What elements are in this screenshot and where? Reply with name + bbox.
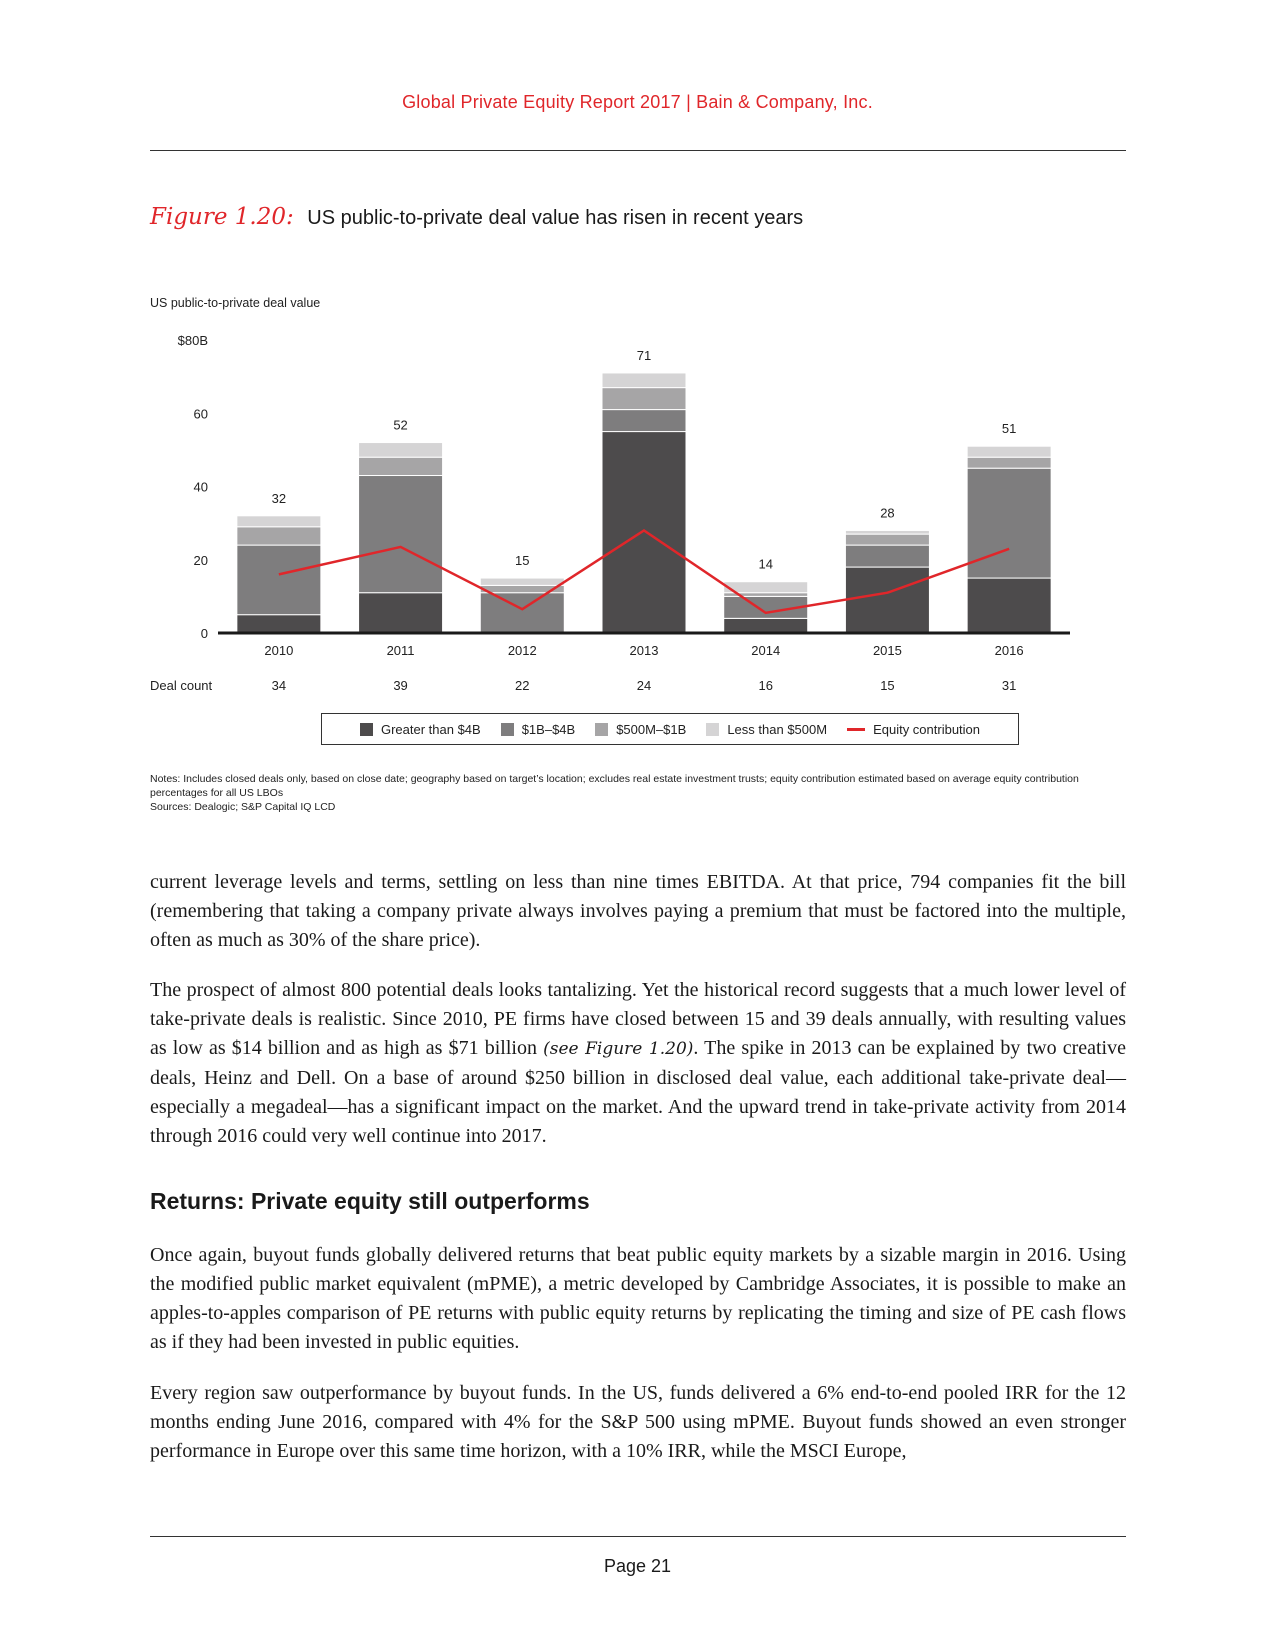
bar-segment [480,578,564,585]
bar-segment [359,457,443,475]
figure-title: US public-to-private deal value has risen in recent years [307,207,804,229]
bar-total-label: 52 [393,417,408,433]
deal-count-value: 22 [515,678,530,693]
deal-count-value: 39 [393,678,408,693]
bar-total-label: 14 [758,556,773,572]
figure-label: Figure 1.20: [150,204,294,230]
chart-legend [321,713,1019,745]
bar-segment [967,457,1051,468]
y-tick-label: 40 [193,479,208,495]
bar-total-label: 51 [1001,421,1017,437]
x-tick-label: 2016 [994,643,1024,658]
body-paragraph-1: current leverage levels and terms, settling on less than nine times EBITDA. At that price, 794 companies fit the bill (remembering that taking a company private always involves paying a premium that must be factored into the multiple, often as much as 30% of the share price). [150,871,1126,951]
body-paragraph-3: Once again, buyout funds globally delivered returns that beat public equity markets by a sizable margin in 2016. Using the modified public market equivalent (mPME), a metric developed by Cambridge Associates, it is possible to make an apples-to-apples comparison of PE returns with public equity returns by replicating the timing and size of PE cash flows as if they had been invested in public equities. [150,1244,1126,1353]
legend-line-swatch [847,728,865,731]
deal-count-value: 31 [1001,678,1017,693]
page-number: Page 21 [603,1556,672,1576]
deal-count-value: 34 [271,678,287,693]
header-divider [150,150,1126,151]
x-tick-label: 2014 [751,643,781,658]
chart-notes [150,772,1100,814]
bar-segment [237,545,321,615]
bar-segment [724,618,808,633]
bar-segment [724,582,808,593]
bar-segment [845,567,929,633]
legend-swatch [360,723,373,736]
y-tick-label: 60 [193,406,208,422]
legend-item-greater-than-4b [360,722,481,737]
legend-swatch [501,723,514,736]
chart-caption: US public-to-private deal value [150,296,321,310]
bar-segment [480,593,564,633]
deal-count-label: Deal count [150,678,213,693]
bar-total-label: 71 [636,347,652,363]
bar-segment [845,530,929,534]
bar-segment [967,446,1051,457]
stacked-bar-chart [150,320,1130,715]
deal-count-value: 16 [758,678,773,693]
bar-total-label: 28 [880,505,895,521]
figure-reference: (see Figure 1.20) [543,1039,694,1059]
bar-segment [237,527,321,545]
legend-label: Less than $500M [727,721,828,737]
legend-swatch [706,723,719,736]
bar-segment [359,593,443,633]
x-tick-label: 2011 [386,643,415,658]
report-header: Global Private Equity Report 2017 | Bain & Company, Inc. [402,92,873,112]
bar-segment [602,410,686,432]
bar-segment [967,468,1051,578]
legend-label: $1B–$4B [521,721,576,737]
legend-item-500m-1b [595,722,686,737]
deal-count-value: 24 [636,678,652,693]
body-paragraph-4: Every region saw outperformance by buyout funds. In the US, funds delivered a 6% end-to-end pooled IRR for the 12 months ending June 2016, compared with 4% for the S&P 500 using mPME. Buyout funds showed an even stronger performance in Europe over this same time horizon, with a 10% IRR, while the MSCI Europe, [150,1382,1126,1462]
x-tick-label: 2013 [629,643,659,658]
legend-label: $500M–$1B [616,721,687,737]
bar-segment [845,545,929,567]
body-paragraph-2-text-a: The prospect of almost 800 potential deals looks tantalizing. Yet the historical record suggests that a much lower level of take-private deals is realistic. Since 2010, PE firms have closed between 15 and 39 deals annually, with resulting values as low as $14 billion and as high as $71 billion [150,979,1126,1059]
legend-item-1b-4b [501,722,576,737]
y-tick-label: $80B [177,333,208,348]
y-tick-label: 0 [200,626,208,641]
bar-segment [237,516,321,527]
bar-segment [237,615,321,633]
notes-text: Notes: Includes closed deals only, based on close date; geography based on target’s location; excludes real estate investment trusts; equity contribution estimated based on average equity contribution percentages for all US LBOs [150,773,1079,799]
bar-segment [359,476,443,593]
sources-text: Sources: Dealogic; S&P Capital IQ LCD [150,801,336,813]
body-paragraph-2 [150,976,1126,1151]
legend-label: Equity contribution [873,721,981,737]
bar-total-label: 15 [515,553,530,569]
x-tick-label: 2010 [264,643,294,658]
legend-item-equity-contribution [847,722,980,737]
deal-count-value: 15 [880,678,895,693]
bar-segment [602,388,686,410]
x-tick-label: 2012 [507,643,537,658]
legend-label: Greater than $4B [380,721,481,737]
footer-divider [150,1536,1126,1537]
bar-segment [845,534,929,545]
x-tick-label: 2015 [872,643,902,658]
bar-segment [602,432,686,633]
bar-segment [967,578,1051,633]
bar-segment [359,443,443,458]
body-paragraph-2-text-b: . The spike in 2013 can be explained by two creative deals, Heinz and Dell. On a base of around $250 billion in disclosed deal value, each additional take-private deal—especially a megadeal—has a significant impact on the market. And the upward trend in take-private activity from 2014 through 2016 could very well continue into 2017. [150,1037,1126,1147]
bar-segment [602,373,686,388]
figure-title-row [150,204,803,230]
y-tick-label: 20 [193,552,208,568]
legend-item-less-than-500m [706,722,827,737]
section-heading: Returns: Private equity still outperforms [150,1188,590,1214]
legend-swatch [595,723,608,736]
bar-total-label: 32 [271,490,287,506]
